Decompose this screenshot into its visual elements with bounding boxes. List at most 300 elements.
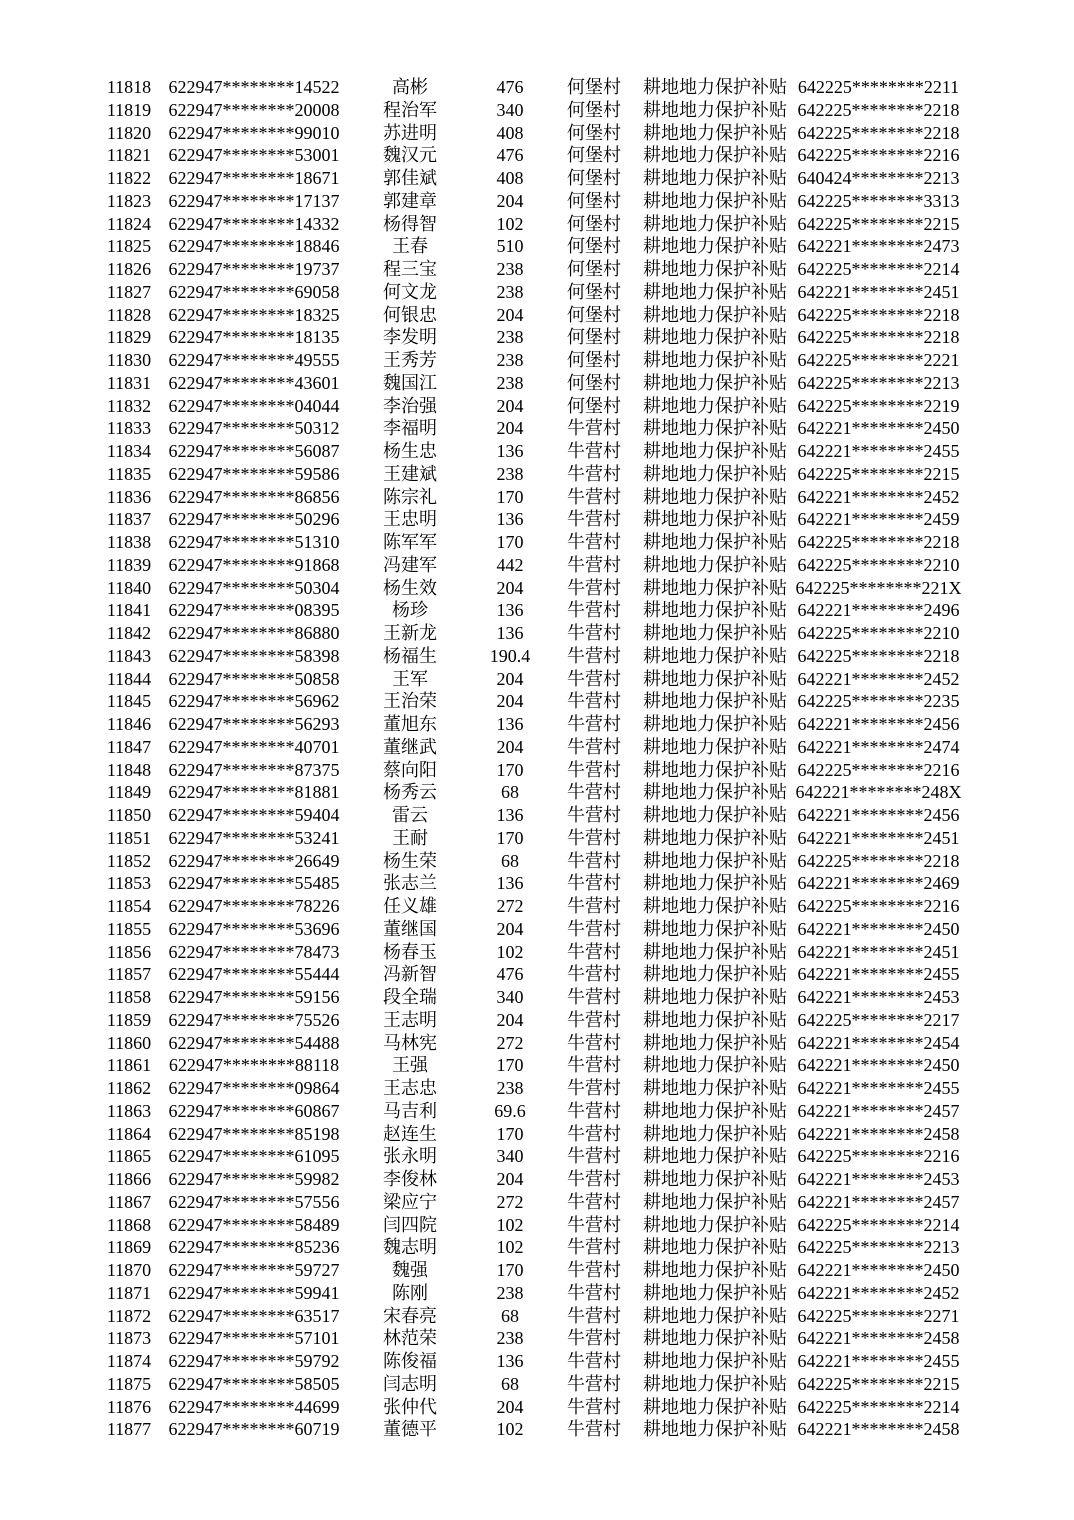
cell-name: 梁应宁 [383, 1191, 437, 1212]
cell-program: 耕地地力保护补贴 [643, 850, 787, 871]
cell-id-masked: 622947********86880 [168, 623, 340, 643]
cell-village: 牛营村 [567, 600, 621, 621]
cell-id-masked: 622947********56293 [168, 714, 340, 734]
cell-id-masked: 622947********87375 [168, 759, 340, 780]
cell-village: 何堡村 [567, 281, 621, 302]
table-row [100, 167, 965, 190]
table-row [100, 190, 965, 213]
cell-account-masked: 642221********2451 [797, 941, 960, 962]
cell-id-masked: 622947********69058 [168, 281, 340, 302]
cell-program: 耕地地力保护补贴 [643, 190, 787, 211]
cell-program: 耕地地力保护补贴 [643, 304, 787, 325]
cell-village: 牛营村 [567, 987, 621, 1007]
cell-amount: 238 [496, 1328, 524, 1349]
cell-village: 牛营村 [567, 623, 621, 643]
cell-village: 牛营村 [567, 441, 621, 461]
table-row [100, 76, 965, 99]
table-row [100, 918, 965, 941]
cell-amount: 170 [496, 1055, 524, 1076]
table-row [100, 736, 965, 759]
cell-amount: 204 [496, 668, 524, 689]
cell-amount: 102 [496, 1214, 524, 1235]
cell-id-masked: 622947********40701 [168, 736, 340, 757]
cell-id-masked: 622947********59404 [168, 805, 340, 825]
cell-village: 牛营村 [567, 1169, 621, 1189]
cell-seq: 11829 [106, 327, 152, 348]
table-row [100, 1282, 965, 1305]
cell-name: 张志兰 [383, 873, 437, 894]
table-row [100, 304, 965, 327]
table-row [100, 508, 965, 531]
cell-program: 耕地地力保护补贴 [643, 509, 787, 530]
cell-seq: 11870 [106, 1260, 152, 1280]
cell-amount: 204 [496, 1009, 524, 1030]
cell-name: 杨生效 [383, 577, 437, 598]
cell-name: 蔡向阳 [383, 759, 437, 780]
cell-account-masked: 642225********2214 [797, 1396, 960, 1417]
cell-name: 段全瑞 [383, 987, 437, 1007]
table-row [100, 1214, 965, 1237]
cell-amount: 136 [496, 623, 524, 643]
cell-seq: 11854 [106, 896, 152, 916]
cell-account-masked: 642221********2459 [797, 509, 960, 530]
cell-program: 耕地地力保护补贴 [643, 964, 787, 985]
cell-seq: 11869 [106, 1237, 152, 1258]
cell-name: 杨珍 [392, 600, 428, 621]
cell-village: 牛营村 [567, 1032, 621, 1053]
cell-seq: 11863 [106, 1100, 152, 1121]
cell-name: 陈军军 [383, 532, 437, 552]
cell-amount: 204 [496, 918, 524, 939]
cell-program: 耕地地力保护补贴 [643, 77, 787, 97]
table-row [100, 326, 965, 349]
cell-program: 耕地地力保护补贴 [643, 99, 787, 120]
table-row [100, 1191, 965, 1214]
cell-village: 牛营村 [567, 1351, 621, 1371]
cell-name: 闫四院 [383, 1214, 437, 1235]
cell-program: 耕地地力保护补贴 [643, 418, 787, 439]
cell-account-masked: 642225********3313 [797, 190, 960, 211]
cell-name: 魏强 [392, 1260, 428, 1280]
cell-village: 何堡村 [567, 99, 621, 120]
cell-id-masked: 622947********75526 [168, 1009, 340, 1030]
cell-seq: 11868 [106, 1214, 152, 1235]
table-row [100, 668, 965, 691]
table-row [100, 463, 965, 486]
cell-id-masked: 622947********78473 [168, 941, 340, 962]
cell-amount: 69.6 [494, 1100, 526, 1121]
cell-amount: 102 [496, 941, 524, 962]
cell-amount: 238 [496, 463, 524, 484]
cell-seq: 11820 [106, 122, 152, 143]
cell-amount: 238 [496, 1078, 524, 1098]
cell-account-masked: 642225********2213 [797, 1237, 960, 1258]
table-row [100, 690, 965, 713]
cell-id-masked: 622947********18846 [168, 236, 340, 257]
cell-account-masked: 642225********2210 [797, 623, 960, 643]
cell-name: 杨生忠 [383, 441, 437, 461]
table-row [100, 804, 965, 827]
cell-amount: 170 [496, 532, 524, 552]
cell-name: 杨生荣 [383, 850, 437, 871]
cell-name: 李发明 [383, 327, 437, 348]
cell-name: 董继武 [383, 736, 437, 757]
cell-id-masked: 622947********55444 [168, 964, 340, 985]
table-row [100, 827, 965, 850]
cell-program: 耕地地力保护补贴 [643, 1146, 787, 1167]
table-row [100, 281, 965, 304]
cell-seq: 11840 [106, 577, 152, 598]
cell-village: 牛营村 [567, 759, 621, 780]
cell-id-masked: 622947********59941 [168, 1282, 340, 1303]
cell-seq: 11832 [106, 395, 152, 416]
cell-program: 耕地地力保护补贴 [643, 122, 787, 143]
cell-name: 陈俊福 [383, 1351, 437, 1371]
cell-program: 耕地地力保护补贴 [643, 873, 787, 894]
cell-id-masked: 622947********18325 [168, 304, 340, 325]
cell-id-masked: 622947********63517 [168, 1305, 340, 1326]
table-row [100, 759, 965, 782]
cell-village: 牛营村 [567, 418, 621, 439]
cell-village: 牛营村 [567, 1419, 621, 1440]
cell-seq: 11843 [106, 645, 152, 666]
cell-village: 何堡村 [567, 236, 621, 257]
cell-name: 宋春亮 [383, 1305, 437, 1326]
cell-program: 耕地地力保护补贴 [643, 714, 787, 734]
cell-amount: 442 [496, 554, 524, 575]
cell-id-masked: 622947********58505 [168, 1373, 340, 1394]
cell-id-masked: 622947********14522 [168, 77, 340, 97]
cell-id-masked: 622947********86856 [168, 486, 340, 507]
cell-program: 耕地地力保护补贴 [643, 213, 787, 234]
cell-account-masked: 642225********2221 [797, 350, 960, 370]
cell-account-masked: 642225********2214 [797, 259, 960, 279]
cell-id-masked: 622947********88118 [168, 1055, 340, 1076]
cell-name: 魏国江 [383, 372, 437, 393]
cell-amount: 136 [496, 509, 524, 530]
cell-amount: 102 [496, 213, 524, 234]
cell-program: 耕地地力保护补贴 [643, 1123, 787, 1144]
cell-account-masked: 642225********2218 [797, 327, 960, 348]
cell-name: 赵连生 [383, 1123, 437, 1144]
cell-name: 董德平 [383, 1419, 437, 1440]
cell-name: 杨福生 [383, 645, 437, 666]
cell-id-masked: 622947********53241 [168, 827, 340, 848]
cell-seq: 11844 [106, 668, 152, 689]
cell-id-masked: 622947********04044 [168, 395, 340, 416]
cell-village: 牛营村 [567, 896, 621, 916]
cell-program: 耕地地力保护补贴 [643, 736, 787, 757]
cell-amount: 68 [501, 1305, 519, 1326]
cell-amount: 476 [496, 77, 524, 97]
cell-account-masked: 642221********2458 [797, 1419, 960, 1440]
cell-program: 耕地地力保护补贴 [643, 1260, 787, 1280]
cell-amount: 272 [496, 1032, 524, 1053]
cell-program: 耕地地力保护补贴 [643, 1237, 787, 1258]
table-row [100, 1396, 965, 1419]
cell-seq: 11845 [106, 691, 152, 712]
cell-amount: 170 [496, 759, 524, 780]
cell-village: 牛营村 [567, 1214, 621, 1235]
cell-id-masked: 622947********50304 [168, 577, 340, 598]
cell-program: 耕地地力保护补贴 [643, 1305, 787, 1326]
table-row [100, 850, 965, 873]
cell-village: 牛营村 [567, 1237, 621, 1258]
cell-program: 耕地地力保护补贴 [643, 1191, 787, 1212]
cell-account-masked: 642225********2217 [797, 1009, 960, 1030]
cell-amount: 68 [501, 850, 519, 871]
cell-program: 耕地地力保护补贴 [643, 668, 787, 689]
cell-account-masked: 642221********2455 [797, 964, 960, 985]
cell-amount: 204 [496, 736, 524, 757]
table-row [100, 235, 965, 258]
cell-id-masked: 622947********81881 [168, 782, 340, 803]
cell-amount: 204 [496, 304, 524, 325]
cell-seq: 11853 [106, 873, 152, 894]
cell-id-masked: 622947********55485 [168, 873, 340, 894]
table-row [100, 781, 965, 804]
cell-id-masked: 622947********43601 [168, 372, 340, 393]
cell-program: 耕地地力保护补贴 [643, 395, 787, 416]
cell-account-masked: 642225********2215 [797, 1373, 960, 1394]
cell-village: 牛营村 [567, 918, 621, 939]
cell-seq: 11856 [106, 941, 152, 962]
cell-village: 牛营村 [567, 1123, 621, 1144]
table-row [100, 645, 965, 668]
cell-seq: 11862 [106, 1078, 152, 1098]
cell-village: 何堡村 [567, 259, 621, 279]
cell-name: 苏进明 [383, 122, 437, 143]
cell-program: 耕地地力保护补贴 [643, 1373, 787, 1394]
cell-program: 耕地地力保护补贴 [643, 805, 787, 825]
table-row [100, 622, 965, 645]
cell-name: 张仲代 [383, 1396, 437, 1417]
cell-name: 王强 [392, 1055, 428, 1076]
cell-name: 魏汉元 [383, 145, 437, 166]
cell-name: 郭建章 [383, 190, 437, 211]
cell-program: 耕地地力保护补贴 [643, 554, 787, 575]
cell-account-masked: 642221********2458 [797, 1123, 960, 1144]
table-row [100, 99, 965, 122]
cell-account-masked: 642221********2496 [797, 600, 960, 621]
cell-name: 陈刚 [392, 1282, 428, 1303]
cell-amount: 408 [496, 122, 524, 143]
table-row [100, 1009, 965, 1032]
cell-seq: 11841 [106, 600, 152, 621]
cell-name: 陈宗礼 [383, 486, 437, 507]
cell-account-masked: 642221********2451 [797, 827, 960, 848]
table-row [100, 1373, 965, 1396]
cell-village: 何堡村 [567, 122, 621, 143]
cell-id-masked: 622947********20008 [168, 99, 340, 120]
cell-amount: 204 [496, 190, 524, 211]
subsidy-table [100, 76, 965, 1441]
cell-name: 任义雄 [383, 896, 437, 916]
cell-program: 耕地地力保护补贴 [643, 327, 787, 348]
cell-amount: 170 [496, 827, 524, 848]
cell-account-masked: 642225********2213 [797, 372, 960, 393]
cell-id-masked: 622947********60719 [168, 1419, 340, 1440]
table-row [100, 122, 965, 145]
cell-seq: 11830 [106, 350, 152, 370]
cell-program: 耕地地力保护补贴 [643, 896, 787, 916]
cell-id-masked: 622947********59156 [168, 987, 340, 1007]
table-row [100, 417, 965, 440]
table-row [100, 258, 965, 281]
cell-seq: 11858 [106, 987, 152, 1007]
cell-program: 耕地地力保护补贴 [643, 532, 787, 552]
cell-amount: 102 [496, 1419, 524, 1440]
table-row [100, 1350, 965, 1373]
cell-account-masked: 642225********2218 [797, 532, 960, 552]
cell-amount: 204 [496, 418, 524, 439]
cell-village: 何堡村 [567, 168, 621, 188]
cell-seq: 11842 [106, 623, 152, 643]
cell-village: 牛营村 [567, 714, 621, 734]
cell-name: 冯新智 [383, 964, 437, 985]
cell-program: 耕地地力保护补贴 [643, 1009, 787, 1030]
cell-account-masked: 642221********2454 [797, 1032, 960, 1053]
table-row [100, 895, 965, 918]
cell-village: 牛营村 [567, 964, 621, 985]
cell-account-masked: 642225********2216 [797, 145, 960, 166]
cell-village: 何堡村 [567, 327, 621, 348]
cell-program: 耕地地力保护补贴 [643, 372, 787, 393]
cell-account-masked: 642221********2450 [797, 918, 960, 939]
cell-village: 何堡村 [567, 350, 621, 370]
cell-account-masked: 642221********2452 [797, 668, 960, 689]
cell-amount: 238 [496, 372, 524, 393]
table-row [100, 599, 965, 622]
cell-name: 程治军 [383, 99, 437, 120]
cell-seq: 11852 [106, 850, 152, 871]
cell-id-masked: 622947********18135 [168, 327, 340, 348]
cell-program: 耕地地力保护补贴 [643, 463, 787, 484]
cell-amount: 238 [496, 281, 524, 302]
cell-amount: 68 [501, 1373, 519, 1394]
table-row [100, 531, 965, 554]
cell-seq: 11874 [106, 1351, 152, 1371]
cell-name: 王志明 [383, 1009, 437, 1030]
table-row [100, 1259, 965, 1282]
cell-account-masked: 642225********2218 [797, 99, 960, 120]
cell-id-masked: 622947********14332 [168, 213, 340, 234]
cell-village: 牛营村 [567, 1328, 621, 1349]
cell-seq: 11819 [106, 99, 152, 120]
table-row [100, 372, 965, 395]
cell-village: 牛营村 [567, 1100, 621, 1121]
cell-seq: 11859 [106, 1009, 152, 1030]
table-row [100, 986, 965, 1009]
cell-seq: 11851 [106, 827, 152, 848]
cell-seq: 11825 [106, 236, 152, 257]
cell-account-masked: 642221********2455 [797, 441, 960, 461]
cell-id-masked: 622947********54488 [168, 1032, 340, 1053]
cell-name: 闫志明 [383, 1373, 437, 1394]
cell-village: 何堡村 [567, 372, 621, 393]
cell-village: 牛营村 [567, 554, 621, 575]
cell-seq: 11875 [106, 1373, 152, 1394]
cell-name: 冯建军 [383, 554, 437, 575]
cell-program: 耕地地力保护补贴 [643, 1328, 787, 1349]
cell-id-masked: 622947********78226 [168, 896, 340, 916]
cell-id-masked: 622947********85236 [168, 1237, 340, 1258]
cell-account-masked: 642225********2210 [797, 554, 960, 575]
cell-account-masked: 642221********2452 [797, 486, 960, 507]
cell-village: 何堡村 [567, 145, 621, 166]
table-row [100, 1077, 965, 1100]
table-row [100, 1305, 965, 1328]
cell-name: 杨秀云 [383, 782, 437, 803]
cell-program: 耕地地力保护补贴 [643, 168, 787, 188]
cell-account-masked: 642225********2214 [797, 1214, 960, 1235]
cell-village: 牛营村 [567, 873, 621, 894]
cell-name: 何银忠 [383, 304, 437, 325]
cell-program: 耕地地力保护补贴 [643, 1282, 787, 1303]
cell-id-masked: 622947********60867 [168, 1100, 340, 1121]
cell-name: 王忠明 [383, 509, 437, 530]
cell-name: 王建斌 [383, 463, 437, 484]
table-row [100, 963, 965, 986]
cell-program: 耕地地力保护补贴 [643, 145, 787, 166]
cell-amount: 476 [496, 145, 524, 166]
cell-account-masked: 642225********2218 [797, 850, 960, 871]
table-row [100, 872, 965, 895]
cell-village: 牛营村 [567, 1009, 621, 1030]
cell-account-masked: 642221********2455 [797, 1351, 960, 1371]
cell-program: 耕地地力保护补贴 [643, 782, 787, 803]
cell-amount: 340 [496, 99, 524, 120]
cell-program: 耕地地力保护补贴 [643, 1396, 787, 1417]
cell-account-masked: 642225********221X [795, 577, 962, 598]
cell-seq: 11872 [106, 1305, 152, 1326]
cell-amount: 136 [496, 1351, 524, 1371]
cell-seq: 11828 [106, 304, 152, 325]
cell-program: 耕地地力保护补贴 [643, 1351, 787, 1371]
cell-seq: 11850 [106, 805, 152, 825]
cell-village: 何堡村 [567, 190, 621, 211]
cell-seq: 11826 [106, 259, 152, 279]
cell-id-masked: 622947********19737 [168, 259, 340, 279]
cell-village: 何堡村 [567, 213, 621, 234]
table-row [100, 1327, 965, 1350]
table-row [100, 1168, 965, 1191]
cell-program: 耕地地力保护补贴 [643, 691, 787, 712]
cell-program: 耕地地力保护补贴 [643, 1419, 787, 1440]
cell-id-masked: 622947********59727 [168, 1260, 340, 1280]
cell-id-masked: 622947********50296 [168, 509, 340, 530]
cell-program: 耕地地力保护补贴 [643, 1078, 787, 1098]
cell-id-masked: 622947********50858 [168, 668, 340, 689]
cell-seq: 11877 [106, 1419, 152, 1440]
cell-village: 牛营村 [567, 509, 621, 530]
cell-village: 牛营村 [567, 1146, 621, 1167]
cell-village: 牛营村 [567, 532, 621, 552]
cell-name: 王秀芳 [383, 350, 437, 370]
cell-seq: 11864 [106, 1123, 152, 1144]
cell-account-masked: 642225********2216 [797, 896, 960, 916]
cell-amount: 204 [496, 1169, 524, 1189]
cell-id-masked: 622947********58489 [168, 1214, 340, 1235]
cell-village: 牛营村 [567, 1260, 621, 1280]
cell-program: 耕地地力保护补贴 [643, 645, 787, 666]
cell-village: 牛营村 [567, 782, 621, 803]
cell-seq: 11849 [106, 782, 152, 803]
table-row [100, 1032, 965, 1055]
cell-seq: 11837 [106, 509, 152, 530]
table-row [100, 1236, 965, 1259]
cell-program: 耕地地力保护补贴 [643, 259, 787, 279]
